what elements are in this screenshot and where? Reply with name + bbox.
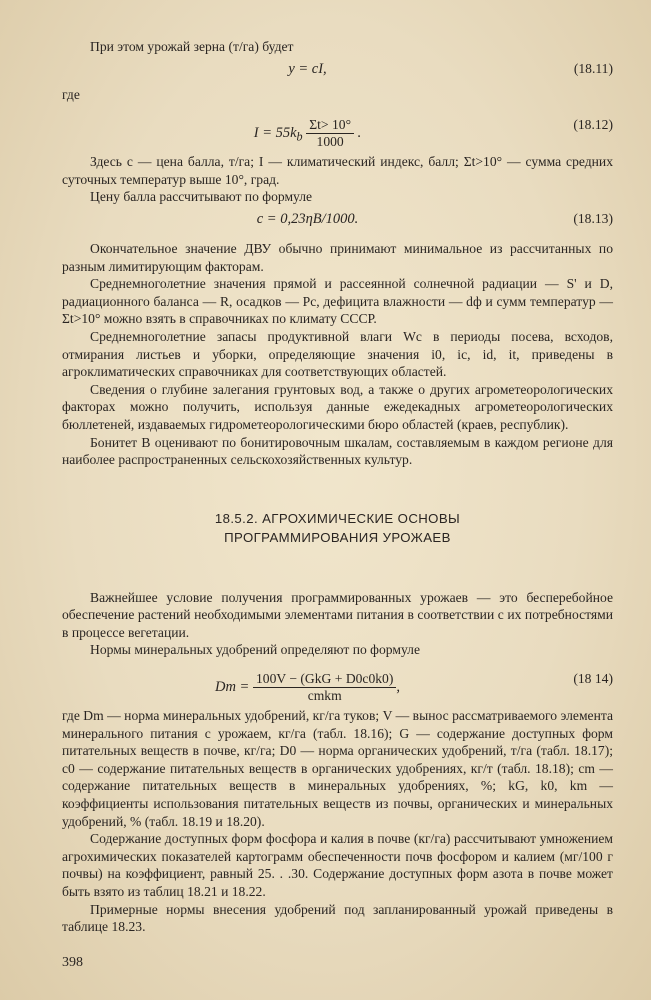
paragraph-yield-intro: При этом урожай зерна (т/га) будет <box>90 39 294 54</box>
fraction-numerator: Σt> 10° <box>306 117 354 134</box>
formula-expression: y = cI, <box>288 60 327 77</box>
formula-number: (18.11) <box>573 60 613 76</box>
formula-tail: , <box>396 678 401 695</box>
formula-lhs: I = 55k <box>253 125 297 142</box>
paragraph-moisture: Среднемноголетние запасы продуктивной влаги Wc в периоды посева, всходов, отмирания листьев и уборки, определяющие значения i0, ic, id, it, приведены в агроклиматических справочниках для соответствующих областей. <box>62 328 613 380</box>
paragraph-fertilizer-norms: Нормы минеральных удобрений определяют по формуле <box>90 642 420 658</box>
formula-18-12: $I = 55k_b$ $\frac{\Sigma t> 10^\circ}{1000}$ . (18.12) <box>253 117 613 150</box>
formula-expression: c = 0,23ηB/1000. <box>256 210 359 227</box>
section-heading <box>62 509 613 547</box>
paragraph-approx-norms: Примерные нормы внесения удобрений под запланированный урожай приведены в таблице 18.23. <box>62 901 613 935</box>
paragraph-final-value: Окончательное значение ДВУ обычно принимают минимальное из рассчитанных по разным лимитирующим факторам. <box>62 240 613 274</box>
paragraph-key-condition: Важнейшее условие получения программированных урожаев — это бесперебойное обеспечение растений необходимыми элементами питания в соответствии с их потребностями в процессе вегетации. <box>62 589 613 640</box>
formula-18-11 <box>62 56 613 84</box>
paragraph-ball-price: Цену балла рассчитывают по формуле <box>90 189 313 205</box>
paragraph-radiation: Среднемноголетние значения прямой и рассеянной солнечной радиации — S' и D, радиационного баланса — R, осадков — Pc, дефицита влажности — dф и сумм температур — Σt>10° можно взять в справочниках по климату СССР. <box>62 276 613 327</box>
formula-18-14 <box>62 659 613 703</box>
heading-line: ПРОГРАММИРОВАНИЯ УРОЖАЕВ <box>224 529 451 545</box>
paragraph-definitions: где Dm — норма минеральных удобрений, кг/га туков; V — вынос рассматриваемого элемента минерального питания с урожаем, кг/га (табл. 18.16); G — содержание доступных форм питательных веществ в почве, кг/га; D0 — норма органических удобрений, т/га (табл. 18.17); c0 — содержание питательных веществ в органических удобрениях, кг/т (табл. 18.18); cm — содержание питательных веществ в минеральных удобрениях, %; kG, k0, km — коэффициенты использования питательных веществ из почвы, органических и минеральных удобрений, % (табл. 18.19 и 18.20). <box>62 708 614 829</box>
formula-number: (18.12) <box>573 117 613 133</box>
paragraph-phosphorus-potassium: Содержание доступных форм фосфора и калия в почве (кг/га) рассчитывают умножением агрохимических показателей картограмм обеспеченности почв фосфором и калием (мг/100 г почвы) на коэффициент, равный 25. . .30. Содержание доступных форм азота в почве может быть взято из таблиц 18.21 и 18.22. <box>62 831 613 899</box>
formula-fraction <box>253 671 396 704</box>
formula-number: (18.13) <box>573 210 613 226</box>
paragraph-bonitet: Бонитет B оценивают по бонитировочным шкалам, составляемым в каждом регионе для наиболее распространенных сельскохозяйственных культур. <box>62 434 613 468</box>
where-label: где <box>62 86 80 102</box>
fraction-denominator: cmkm <box>307 688 342 704</box>
heading-line: 18.5.2. АГРОХИМИЧЕСКИЕ ОСНОВЫ <box>214 510 461 526</box>
formula-18-13 <box>62 206 613 234</box>
formula-subscript: b <box>296 129 303 144</box>
formula-number: (18 14) <box>573 671 613 687</box>
formula-lhs: Dm = <box>214 678 250 695</box>
page-number: 398 <box>62 955 83 970</box>
paragraph-groundwater: Сведения о глубине залегания грунтовых вод, а также о других агрометеорологических факторах можно получить, используя данные ежедекадных агрометеорологических бюллетеней, издаваемых гидрометеорологическими бюро областей (краев, республик). <box>62 381 613 432</box>
formula-fraction <box>306 117 354 150</box>
fraction-numerator: 100V − (GkG + D0c0k0) <box>253 671 396 688</box>
fraction-denominator: 1000 <box>316 134 344 150</box>
paragraph-variables: Здесь c — цена балла, т/га; I — климатический индекс, балл; Σt>10° — сумма средних суточных температур выше 10°, град. <box>62 154 613 187</box>
